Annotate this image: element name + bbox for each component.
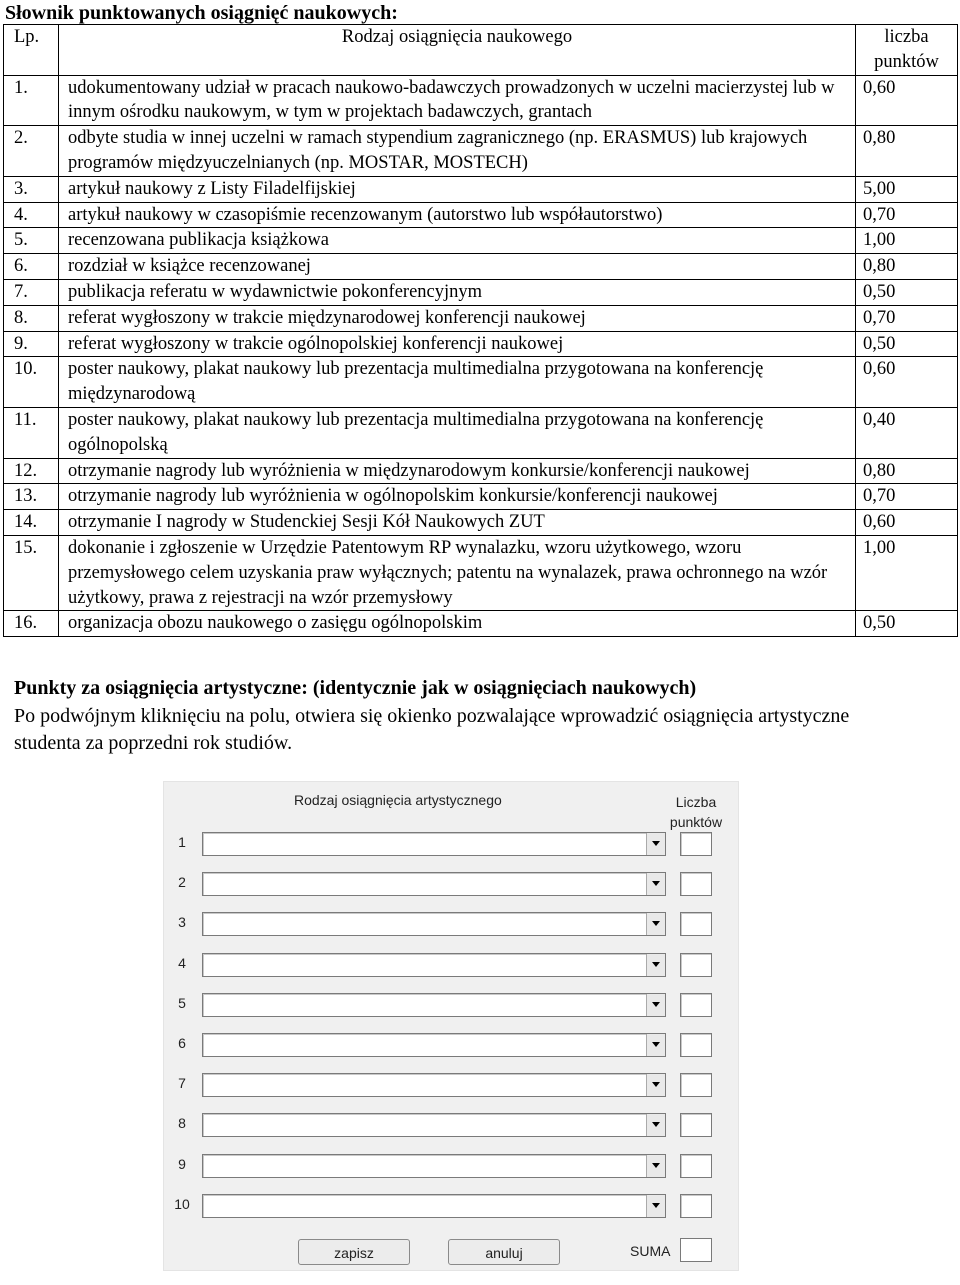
row-number: 16. — [4, 611, 59, 637]
form-row-number: 9 — [178, 1155, 186, 1172]
points-field[interactable] — [680, 912, 712, 936]
chevron-down-icon[interactable] — [646, 1195, 665, 1217]
row-points: 0,80 — [856, 126, 958, 177]
row-description: poster naukowy, plakat naukowy lub prezentacja multimedialna przygotowana na konferencję ogólnopolską — [59, 407, 856, 458]
row-points: 0,70 — [856, 484, 958, 510]
cancel-button[interactable]: anuluj — [448, 1239, 560, 1265]
form-row-number: 3 — [178, 914, 186, 931]
table-row — [4, 305, 958, 331]
row-number: 6. — [4, 254, 59, 280]
sum-field[interactable] — [680, 1238, 712, 1262]
row-points: 0,40 — [856, 407, 958, 458]
table-row — [4, 535, 958, 610]
form-row — [164, 872, 738, 898]
row-number: 8. — [4, 305, 59, 331]
row-description: otrzymanie nagrody lub wyróżnienia w międzynarodowym konkursie/konferencji naukowej — [59, 458, 856, 484]
row-number: 15. — [4, 535, 59, 610]
points-field[interactable] — [680, 1154, 712, 1178]
form-row-number: 5 — [178, 994, 186, 1011]
section-paragraph: Po podwójnym kliknięciu na polu, otwiera się okienko pozwalające wprowadzić osiągnięcia artystyczne studenta za poprzedni rok studiów. — [14, 705, 850, 754]
form-row — [164, 832, 738, 858]
row-description: artykuł naukowy w czasopiśmie recenzowanym (autorstwo lub współautorstwo) — [59, 202, 856, 228]
row-number: 7. — [4, 279, 59, 305]
achievement-select[interactable] — [202, 872, 666, 896]
row-description: otrzymanie I nagrody w Studenckiej Sesji Kół Naukowych ZUT — [59, 510, 856, 536]
row-number: 9. — [4, 331, 59, 357]
points-field[interactable] — [680, 872, 712, 896]
row-description: referat wygłoszony w trakcie międzynarodowej konferencji naukowej — [59, 305, 856, 331]
row-points: 0,60 — [856, 357, 958, 408]
row-points: 1,00 — [856, 535, 958, 610]
row-points: 0,50 — [856, 331, 958, 357]
table-row — [4, 176, 958, 202]
row-description: otrzymanie nagrody lub wyróżnienia w ogólnopolskim konkursie/konferencji naukowej — [59, 484, 856, 510]
row-description: organizacja obozu naukowego o zasięgu ogólnopolskim — [59, 611, 856, 637]
row-number: 1. — [4, 75, 59, 126]
row-description: udokumentowany udział w pracach naukowo-badawczych prowadzonych w uczelni macierzystej lub w innym ośrodku naukowym, w tym w projektach badawczych, grantach — [59, 75, 856, 126]
row-points: 0,50 — [856, 279, 958, 305]
section-heading: Punkty za osiągnięcia artystyczne: (identycznie jak w osiągnięciach naukowych) — [14, 677, 697, 699]
form-header-kind: Rodzaj osiągnięcia artystycznego — [294, 792, 502, 808]
page-title: Słownik punktowanych osiągnięć naukowych: — [5, 2, 398, 24]
achievement-select[interactable] — [202, 912, 666, 936]
row-points: 0,70 — [856, 202, 958, 228]
header-lp: Lp. — [4, 25, 59, 76]
row-description: dokonanie i zgłoszenie w Urzędzie Patentowym RP wynalazku, wzoru użytkowego, wzoru przemysłowego celem uzyskania praw wyłącznych; patentu na wynalazek, prawa ochronnego na wzór użytkowy, prawa z rejestracji na wzór przemysłowy — [59, 535, 856, 610]
row-number: 10. — [4, 357, 59, 408]
points-field[interactable] — [680, 1073, 712, 1097]
table-row — [4, 458, 958, 484]
form-row — [164, 912, 738, 938]
table-row — [4, 202, 958, 228]
achievement-select[interactable] — [202, 953, 666, 977]
chevron-down-icon[interactable] — [646, 994, 665, 1016]
form-header-points: Liczba punktów — [669, 794, 723, 830]
table-row — [4, 611, 958, 637]
chevron-down-icon[interactable] — [646, 954, 665, 976]
table-body — [4, 75, 958, 637]
row-points: 0,60 — [856, 510, 958, 536]
row-number: 3. — [4, 176, 59, 202]
row-description: referat wygłoszony w trakcie ogólnopolskiej konferencji naukowej — [59, 331, 856, 357]
row-number: 4. — [4, 202, 59, 228]
achievement-select[interactable] — [202, 1154, 666, 1178]
form-row — [164, 1033, 738, 1059]
table-row — [4, 510, 958, 536]
table-row — [4, 484, 958, 510]
table-row — [4, 254, 958, 280]
form-row-number: 10 — [174, 1195, 190, 1212]
points-field[interactable] — [680, 953, 712, 977]
chevron-down-icon[interactable] — [646, 1114, 665, 1136]
form-row — [164, 1113, 738, 1139]
form-row — [164, 1073, 738, 1099]
form-row-number: 2 — [178, 874, 186, 891]
row-description: artykuł naukowy z Listy Filadelfijskiej — [59, 176, 856, 202]
achievement-select[interactable] — [202, 1073, 666, 1097]
points-field[interactable] — [680, 832, 712, 856]
achievement-select[interactable] — [202, 993, 666, 1017]
row-points: 0,80 — [856, 458, 958, 484]
row-points: 0,80 — [856, 254, 958, 280]
row-points: 5,00 — [856, 176, 958, 202]
form-row-number: 6 — [178, 1035, 186, 1051]
chevron-down-icon[interactable] — [646, 1074, 665, 1096]
table-row — [4, 126, 958, 177]
form-row-number: 4 — [178, 954, 186, 971]
chevron-down-icon[interactable] — [646, 833, 665, 855]
row-number: 11. — [4, 407, 59, 458]
table-row — [4, 331, 958, 357]
row-number: 12. — [4, 458, 59, 484]
achievement-select[interactable] — [202, 1194, 666, 1218]
points-field[interactable] — [680, 993, 712, 1017]
form-row — [164, 1194, 738, 1220]
header-points: liczba punktów — [856, 25, 958, 76]
row-description: poster naukowy, plakat naukowy lub prezentacja multimedialna przygotowana na konferencję międzynarodową — [59, 357, 856, 408]
save-button[interactable]: zapisz — [298, 1239, 410, 1265]
form-row — [164, 953, 738, 979]
table-row — [4, 279, 958, 305]
table-row — [4, 75, 958, 126]
chevron-down-icon[interactable] — [646, 873, 665, 895]
table-row — [4, 357, 958, 408]
achievement-select[interactable] — [202, 1033, 666, 1057]
row-description: odbyte studia w innej uczelni w ramach stypendium zagranicznego (np. ERASMUS) lub krajowych programów międzyuczelnianych (np. MOSTAR, MOSTECH) — [59, 126, 856, 177]
row-points: 0,60 — [856, 75, 958, 126]
row-description: recenzowana publikacja książkowa — [59, 228, 856, 254]
row-points: 0,70 — [856, 305, 958, 331]
row-number: 13. — [4, 484, 59, 510]
chevron-down-icon[interactable] — [646, 1155, 665, 1177]
row-number: 5. — [4, 228, 59, 254]
table-row — [4, 228, 958, 254]
artistic-achievements-form — [163, 781, 739, 1271]
form-row — [164, 1154, 738, 1180]
header-kind: Rodzaj osiągnięcia naukowego — [59, 25, 856, 76]
chevron-down-icon[interactable] — [646, 913, 665, 935]
sum-label: SUMA — [630, 1243, 671, 1259]
row-number: 14. — [4, 510, 59, 536]
achievement-select[interactable] — [202, 832, 666, 856]
chevron-down-icon[interactable] — [646, 1034, 665, 1056]
form-row-number: 8 — [178, 1115, 186, 1132]
points-field[interactable] — [680, 1033, 712, 1057]
table-row — [4, 407, 958, 458]
form-row-number: 7 — [178, 1075, 186, 1092]
points-field[interactable] — [680, 1113, 712, 1137]
form-row-number: 1 — [178, 834, 186, 850]
form-row — [164, 993, 738, 1019]
table-header-row — [4, 25, 958, 76]
row-number: 2. — [4, 126, 59, 177]
row-description: rozdział w książce recenzowanej — [59, 254, 856, 280]
row-points: 1,00 — [856, 228, 958, 254]
achievements-table — [3, 24, 958, 637]
row-points: 0,50 — [856, 611, 958, 637]
points-field[interactable] — [680, 1194, 712, 1218]
achievement-select[interactable] — [202, 1113, 666, 1137]
row-description: publikacja referatu w wydawnictwie pokonferencyjnym — [59, 279, 856, 305]
